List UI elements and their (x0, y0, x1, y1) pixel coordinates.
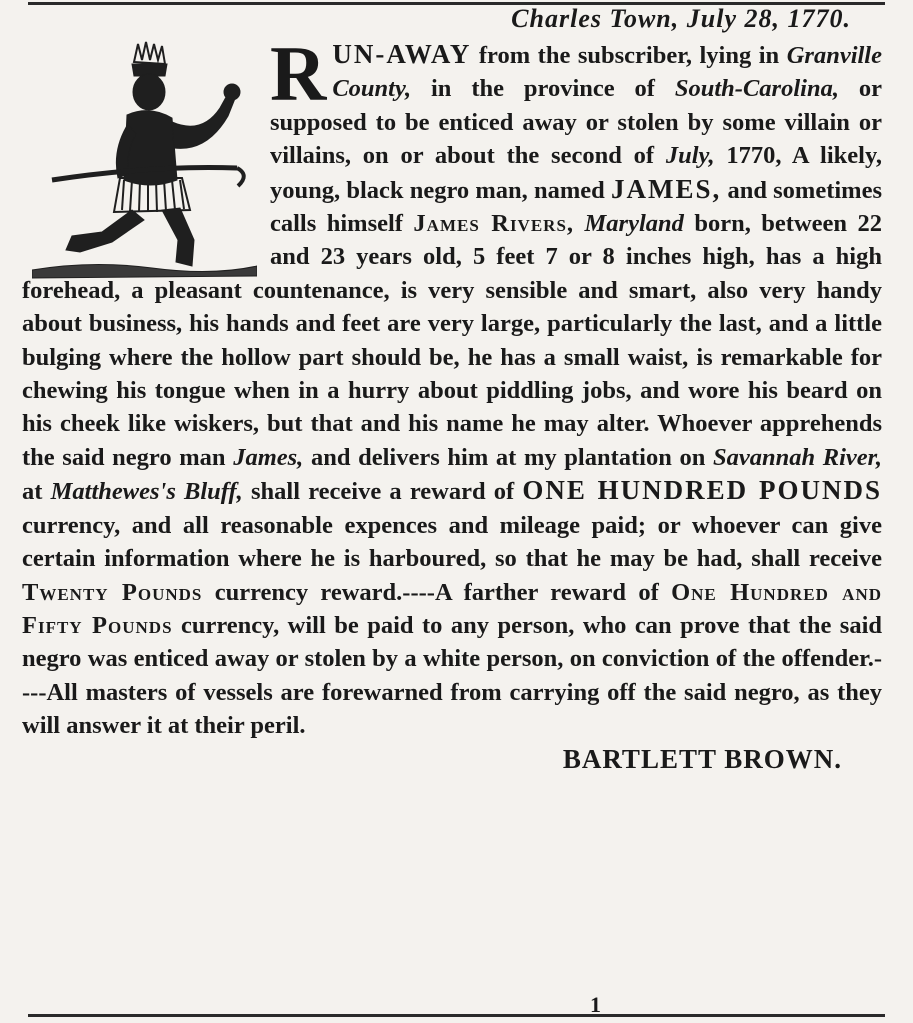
ad-text-5: and sometimes calls himself (270, 176, 882, 238)
birthplace: Maryland (584, 210, 684, 238)
ad-opening: UN-AWAY (332, 39, 472, 69)
name-james: James, (233, 443, 304, 471)
signature: BARTLETT BROWN. (562, 743, 842, 774)
ad-text-11: currency, and all reasonable expences and mileage paid; or whoever can give certain information where he is harboured, so that he may be had, shall receive (22, 511, 882, 573)
woodcut-spacer (22, 38, 270, 270)
province-name: South-Carolina, (674, 75, 839, 103)
ad-text-13: currency, will be paid to any person, who can prove that the said negro was enticed away or stolen by a white person, on conviction of the offender.----All masters of vessels are forewarned from carrying off the said negro, as they will answer it at their peril. (22, 611, 882, 740)
month-july: July, (665, 142, 715, 170)
ad-text-8: and delivers him at my plantation on (303, 443, 713, 471)
bluff-name: Matthewes's Bluff, (50, 478, 243, 506)
ad-text-9: at (22, 478, 51, 506)
ad-text-2: in the province of (411, 75, 675, 103)
dateline: Charles Town, July 28, 1770. (511, 4, 851, 33)
advertisement-body (22, 30, 883, 776)
footer-mark: 1 (590, 992, 601, 1017)
ad-text-10: shall receive a reward of (242, 478, 523, 506)
ad-text-4: 1770, A likely, young, black negro man, named (270, 142, 882, 204)
reward-one-fifty: One Hundred and Fifty Pounds (22, 578, 883, 639)
county-name: Granville County, (332, 42, 882, 103)
bottom-rule (28, 1014, 885, 1017)
ad-text-7: born, between 22 and 23 years old, 5 feet 7 or 8 inches high, has a high forehead, a pleasant countenance, is very sensible and smart, also very handy about business, his hands and feet are very large, particularly the last, and a little bulging where the hollow part should be, he has a small waist, is remarkable for chewing his tongue when in a hurry about piddling jobs, and wore his beard on his cheek like wiskers, but that and his name he may alter. Whoever apprehends the said negro man (22, 210, 882, 471)
drop-cap: R (270, 30, 327, 117)
river-name: Savannah River, (713, 443, 882, 471)
reward-amount: ONE HUNDRED POUNDS (522, 475, 882, 506)
ad-text-6 (574, 210, 584, 237)
ad-text-1: from the subscriber, lying in (471, 42, 787, 69)
ad-text-12: currency reward.----A farther reward of (202, 578, 672, 606)
reward-twenty: Twenty Pounds (22, 578, 203, 606)
runaway-name: JAMES, (610, 173, 722, 204)
ad-text-3: or supposed to be enticed away or stolen by some villain or villains, on or about the second of (270, 75, 882, 170)
runaway-alias: James Rivers, (413, 210, 575, 238)
